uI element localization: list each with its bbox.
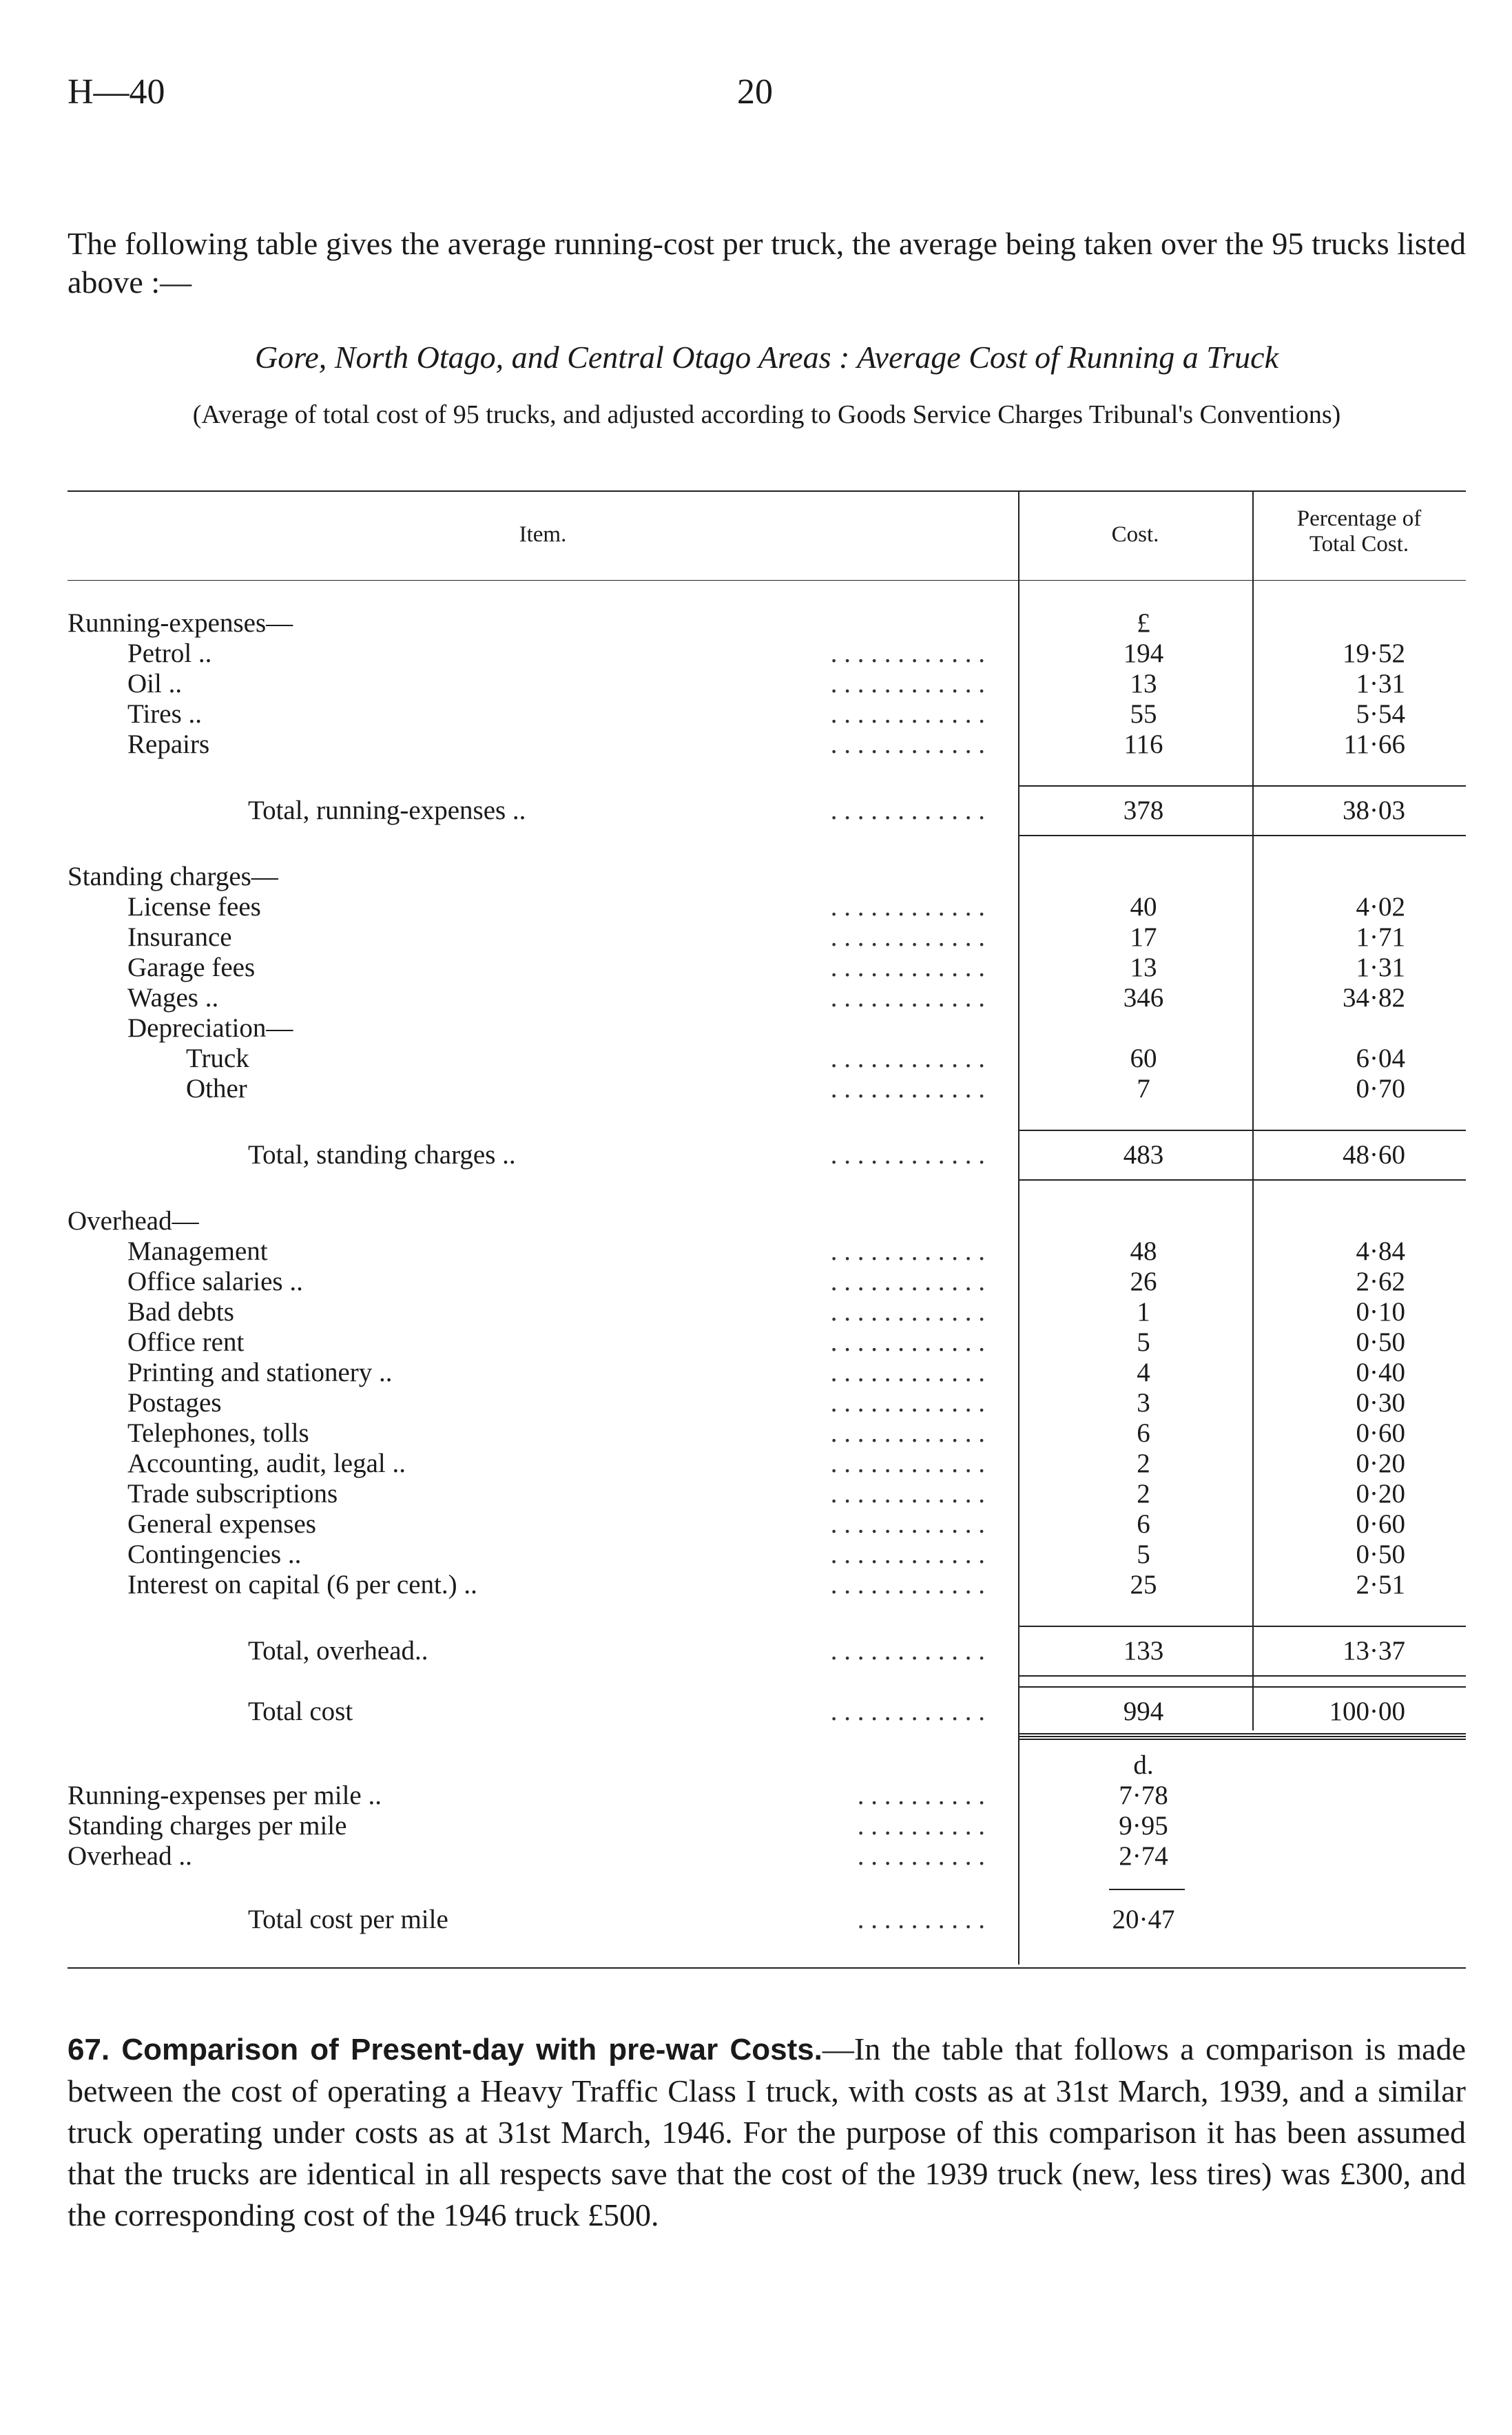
row-label: General expenses (127, 1509, 316, 1539)
cost-cell: 1 (1137, 1297, 1150, 1327)
cost-cell: 378 (1123, 796, 1164, 825)
cost-cell: 994 (1123, 1697, 1164, 1726)
total-rule-below (1018, 1675, 1466, 1677)
leader-dots: . . . . . . . . . . . . (830, 1044, 985, 1073)
row-label: Overhead— (68, 1206, 199, 1236)
pence-unit: d. (1133, 1750, 1154, 1780)
row-label: Oil .. (127, 669, 183, 698)
leader-dots: . . . . . . . . . . . . (830, 699, 985, 729)
row-label: Insurance (127, 922, 232, 952)
leader-dots: . . . . . . . . . . (857, 1781, 985, 1810)
percentage-cell: 19·52 (1343, 639, 1405, 668)
table-row (0, 668, 1512, 699)
table-row (0, 1205, 1512, 1236)
row-label: Repairs (127, 729, 210, 759)
row-label: Wages .. (127, 983, 219, 1013)
leader-dots: . . . . . . . . . . . . (830, 1327, 985, 1357)
table-total-row (0, 1696, 1512, 1727)
leader-dots: . . . . . . . . . . . . (830, 1236, 985, 1266)
per-mile-value: 7·78 (1119, 1781, 1168, 1810)
total-rule-above (1018, 1130, 1466, 1131)
percentage-cell: 0·60 (1356, 1418, 1405, 1448)
percentage-cell: 4·02 (1356, 892, 1405, 922)
percentage-cell: 2·62 (1356, 1267, 1405, 1296)
table-row (0, 1387, 1512, 1418)
table-total-row (0, 1635, 1512, 1666)
page-number: 20 (737, 72, 773, 112)
percentage-cell: 0·70 (1356, 1074, 1405, 1103)
row-label: License fees (127, 892, 261, 922)
cost-cell: 194 (1123, 639, 1164, 668)
percentage-cell: 34·82 (1343, 983, 1405, 1013)
cost-cell: 7 (1137, 1074, 1150, 1103)
per-mile-row (0, 1810, 1512, 1841)
cost-cell: 3 (1137, 1388, 1150, 1418)
cost-cell: 17 (1130, 922, 1157, 952)
table-row (0, 1266, 1512, 1297)
cost-cell: 60 (1130, 1044, 1157, 1073)
total-rule-below (1018, 835, 1466, 836)
row-label: Tires .. (127, 699, 203, 729)
cost-cell: 4 (1137, 1358, 1150, 1387)
row-label: Total, overhead.. (248, 1636, 428, 1666)
table-row (0, 1073, 1512, 1104)
cost-cell: 116 (1123, 729, 1163, 759)
per-mile-value: 20·47 (1112, 1905, 1175, 1934)
per-mile-value: 2·74 (1119, 1841, 1168, 1871)
section-67-paragraph (68, 2029, 1466, 2236)
row-label: Interest on capital (6 per cent.) .. (127, 1570, 477, 1599)
table-total-row (0, 795, 1512, 826)
column-header-item: Item. (519, 522, 567, 547)
table-row (0, 891, 1512, 922)
leader-dots: . . . . . . . . . . . . (830, 1074, 985, 1103)
percentage-cell: 6·04 (1356, 1044, 1405, 1073)
table-row (0, 1448, 1512, 1479)
row-label: Trade subscriptions (127, 1479, 338, 1509)
document-reference: H—40 (68, 72, 165, 112)
table-row (0, 608, 1512, 639)
leader-dots: . . . . . . . . . . . . (830, 1297, 985, 1327)
percentage-cell: 2·51 (1356, 1570, 1405, 1599)
leader-dots: . . . . . . . . . . . . (830, 1479, 985, 1509)
row-label: Telephones, tolls (127, 1418, 309, 1448)
cost-cell: 2 (1137, 1479, 1150, 1509)
per-mile-sum-rule (1109, 1889, 1185, 1890)
row-label: Contingencies .. (127, 1540, 302, 1569)
leader-dots: . . . . . . . . . . (857, 1905, 985, 1934)
table-row (0, 1569, 1512, 1600)
cost-cell: 483 (1123, 1140, 1164, 1170)
row-label: Petrol .. (127, 639, 212, 668)
row-label: Management (127, 1236, 268, 1266)
table-row (0, 729, 1512, 760)
total-rule-below (1018, 1736, 1466, 1737)
table-row (0, 1327, 1512, 1358)
leader-dots: . . . . . . . . . . . . (830, 669, 985, 698)
row-label: Other (186, 1074, 247, 1103)
cost-cell: 5 (1137, 1327, 1150, 1357)
total-rule-above (1018, 1686, 1466, 1688)
table-row (0, 1013, 1512, 1044)
table-row (0, 1296, 1512, 1327)
intro-paragraph: The following table gives the average running-cost per truck, the average being taken over the 95 trucks listed above :— (68, 226, 1466, 300)
cost-cell: 55 (1130, 699, 1157, 729)
percentage-cell: 4·84 (1356, 1236, 1405, 1266)
column-header-percentage-line2: Total Cost. (1309, 532, 1409, 557)
leader-dots: . . . . . . . . . . . . (830, 892, 985, 922)
per-mile-total-row (0, 1904, 1512, 1935)
leader-dots: . . . . . . . . . . (857, 1811, 985, 1841)
cost-cell: 6 (1137, 1509, 1150, 1539)
column-header-percentage-line1: Percentage of (1296, 506, 1422, 531)
percentage-cell: 11·66 (1343, 729, 1405, 759)
percentage-cell: 0·50 (1356, 1540, 1405, 1569)
row-label: Printing and stationery .. (127, 1358, 393, 1387)
pence-unit-row (0, 1750, 1512, 1781)
percentage-cell: 5·54 (1356, 699, 1405, 729)
cost-cell: £ (1137, 608, 1150, 638)
total-rule-below (1018, 1179, 1466, 1181)
leader-dots: . . . . . . . . . . . . (830, 983, 985, 1013)
table-row (0, 1236, 1512, 1267)
per-mile-row (0, 1780, 1512, 1811)
percentage-cell: 0·20 (1356, 1479, 1405, 1509)
table-row (0, 1539, 1512, 1570)
row-label: Accounting, audit, legal .. (127, 1449, 406, 1478)
percentage-cell: 0·60 (1356, 1509, 1405, 1539)
percentage-cell: 0·40 (1356, 1358, 1405, 1387)
row-label: Office rent (127, 1327, 245, 1357)
per-mile-value: 9·95 (1119, 1811, 1168, 1841)
leader-dots: . . . . . . . . . . . . (830, 1388, 985, 1418)
cost-cell: 2 (1137, 1449, 1150, 1478)
row-label: Standing charges— (68, 862, 278, 891)
table-row (0, 1509, 1512, 1540)
percentage-cell: 1·31 (1356, 669, 1405, 698)
table-row (0, 1478, 1512, 1509)
leader-dots: . . . . . . . . . . . . (830, 953, 985, 982)
cost-cell: 13 (1130, 953, 1157, 982)
per-mile-row (0, 1841, 1512, 1872)
table-bottom-rule (68, 1967, 1466, 1969)
percentage-cell: 0·30 (1356, 1388, 1405, 1418)
row-label: Total, standing charges .. (248, 1140, 516, 1170)
row-label: Total cost (248, 1697, 353, 1726)
row-label: Bad debts (127, 1297, 234, 1327)
row-label: Depreciation— (127, 1013, 293, 1043)
leader-dots: . . . . . . . . . . . . (830, 1570, 985, 1599)
column-header-cost: Cost. (1111, 522, 1159, 547)
per-mile-label: Running-expenses per mile .. (68, 1781, 382, 1810)
cost-cell: 6 (1137, 1418, 1150, 1448)
table-row (0, 982, 1512, 1013)
cost-cell: 346 (1123, 983, 1164, 1013)
leader-dots: . . . . . . . . . . . . (830, 1636, 985, 1666)
table-row (0, 1043, 1512, 1074)
leader-dots: . . . . . . . . . . . . (830, 1540, 985, 1569)
cost-cell: 25 (1130, 1570, 1157, 1599)
table-row (0, 1357, 1512, 1388)
cost-cell: 40 (1130, 892, 1157, 922)
table-row (0, 1418, 1512, 1449)
table-row (0, 638, 1512, 669)
leader-dots: . . . . . . . . . . . . (830, 922, 985, 952)
percentage-cell: 0·50 (1356, 1327, 1405, 1357)
leader-dots: . . . . . . . . . . . . (830, 1509, 985, 1539)
percentage-cell: 0·10 (1356, 1297, 1405, 1327)
per-mile-label: Total cost per mile (248, 1905, 448, 1934)
row-label: Office salaries .. (127, 1267, 303, 1296)
table-row (0, 922, 1512, 953)
section-67-body: —In the table that follows a comparison is made between the cost of operating a Heavy Traffic Class I truck, with costs as at 31st March, 1939, and a similar truck operating under costs as at 31st March, 1946. For the purpose of this comparison it has been assumed that the trucks are identical in all respects save that the cost of the 1939 truck (new, less tires) was £300, and the corresponding cost of the 1946 truck £500. (68, 2031, 1467, 2232)
table-top-rule (68, 490, 1466, 492)
row-label: Truck (186, 1044, 249, 1073)
cost-cell: 13 (1130, 669, 1157, 698)
table-header-rule (68, 580, 1466, 581)
leader-dots: . . . . . . . . . . . . (830, 639, 985, 668)
percentage-cell: 48·60 (1343, 1140, 1405, 1170)
table-total-row (0, 1139, 1512, 1170)
percentage-cell: 1·71 (1356, 922, 1405, 952)
row-label: Postages (127, 1388, 222, 1418)
percentage-cell: 1·31 (1356, 953, 1405, 982)
leader-dots: . . . . . . . . . . . . (830, 796, 985, 825)
row-label: Total, running-expenses .. (248, 796, 526, 825)
percentage-cell: 38·03 (1343, 796, 1405, 825)
total-rule-above (1018, 1626, 1466, 1627)
table-title: Gore, North Otago, and Central Otago Areas : Average Cost of Running a Truck (254, 340, 1279, 375)
leader-dots: . . . . . . . . . . . . (830, 1697, 985, 1726)
section-67-heading: 67. Comparison of Present-day with pre-war Costs. (68, 2033, 822, 2066)
per-mile-label: Standing charges per mile (68, 1811, 347, 1841)
leader-dots: . . . . . . . . . . . . (830, 1449, 985, 1478)
cost-cell: 26 (1130, 1267, 1157, 1296)
cost-cell: 5 (1137, 1540, 1150, 1569)
total-rule-above (1018, 785, 1466, 787)
leader-dots: . . . . . . . . . . (857, 1841, 985, 1871)
percentage-cell: 100·00 (1329, 1697, 1405, 1726)
row-label: Garage fees (127, 953, 256, 982)
table-row (0, 861, 1512, 892)
percentage-cell: 13·37 (1343, 1636, 1405, 1666)
table-row (0, 698, 1512, 729)
table-subtitle: (Average of total cost of 95 trucks, and adjusted according to Goods Service Charges Tribunal's Conventions) (192, 400, 1341, 429)
per-mile-double-rule-bottom (1018, 1739, 1466, 1740)
leader-dots: . . . . . . . . . . . . (830, 1267, 985, 1296)
leader-dots: . . . . . . . . . . . . (830, 1140, 985, 1170)
per-mile-double-rule-top (1018, 1733, 1466, 1734)
leader-dots: . . . . . . . . . . . . (830, 729, 985, 759)
cost-cell: 48 (1130, 1236, 1157, 1266)
row-label: Running-expenses— (68, 608, 293, 638)
table-row (0, 952, 1512, 983)
leader-dots: . . . . . . . . . . . . (830, 1358, 985, 1387)
cost-cell: 133 (1123, 1636, 1164, 1666)
percentage-cell: 0·20 (1356, 1449, 1405, 1478)
per-mile-label: Overhead .. (68, 1841, 192, 1871)
leader-dots: . . . . . . . . . . . . (830, 1418, 985, 1448)
